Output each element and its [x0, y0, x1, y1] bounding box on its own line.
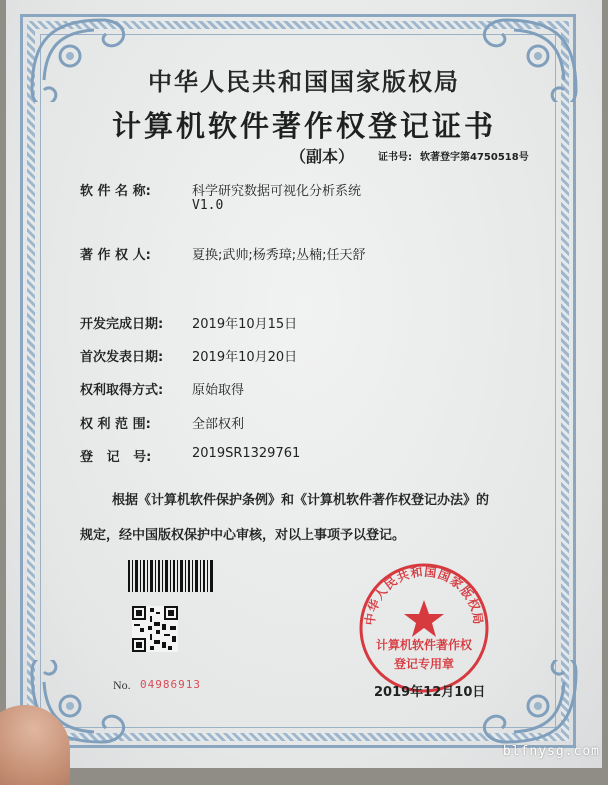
field-label-rights-scope: 权 利 范 围: — [80, 417, 151, 432]
qr-code — [132, 606, 178, 652]
field-value-acquisition: 原始取得 — [192, 383, 245, 398]
official-seal — [356, 560, 492, 696]
watermark-text: blfnysg.com — [502, 744, 600, 759]
issue-date: 2019年12月10日 — [374, 685, 486, 700]
statement-line-2: 规定，经中国版权保护中心审核，对以上事项予以登记。 — [80, 528, 406, 543]
seal-star-icon — [404, 600, 444, 637]
field-value-software-version: V1.0 — [192, 198, 224, 213]
certificate-number-value: 软著登字第4750518号 — [420, 152, 529, 163]
certificate-number-label: 证书号: — [378, 152, 412, 163]
copy-label: （副本） — [290, 147, 355, 166]
field-label-software-name: 软 件 名 称: — [80, 184, 151, 199]
field-value-registration-no: 2019SR1329761 — [192, 446, 301, 461]
serial-number-label: No. — [113, 678, 131, 692]
seal-text-line-1: 计算机软件著作权 — [375, 638, 472, 652]
field-value-publish-date: 2019年10月20日 — [192, 350, 298, 365]
seal-text-line-2: 登记专用章 — [393, 657, 454, 671]
field-label-acquisition: 权利取得方式: — [80, 383, 164, 398]
barcode — [128, 560, 214, 592]
field-label-copyright-owner: 著 作 权 人: — [80, 248, 151, 263]
field-value-rights-scope: 全部权利 — [192, 417, 245, 432]
field-value-dev-date: 2019年10月15日 — [192, 317, 298, 332]
field-label-dev-date: 开发完成日期: — [80, 317, 164, 332]
seal-ring-text: 中华人民共和国国家版权局 — [362, 564, 486, 627]
certificate-number — [378, 148, 529, 163]
field-value-software-name: 科学研究数据可视化分析系统 — [192, 184, 362, 199]
statement-line-1: 根据《计算机软件保护条例》和《计算机软件著作权登记办法》的 — [112, 493, 490, 508]
certificate-title: 计算机软件著作权登记证书 — [111, 109, 496, 143]
field-value-copyright-owner: 夏换;武帅;杨秀璋;丛楠;任天舒 — [192, 248, 366, 263]
serial-number-value: 04986913 — [140, 678, 201, 691]
issuer-title: 中华人民共和国国家版权局 — [148, 67, 460, 96]
field-label-registration-no: 登 记 号: — [80, 450, 152, 465]
field-label-publish-date: 首次发表日期: — [80, 350, 164, 365]
